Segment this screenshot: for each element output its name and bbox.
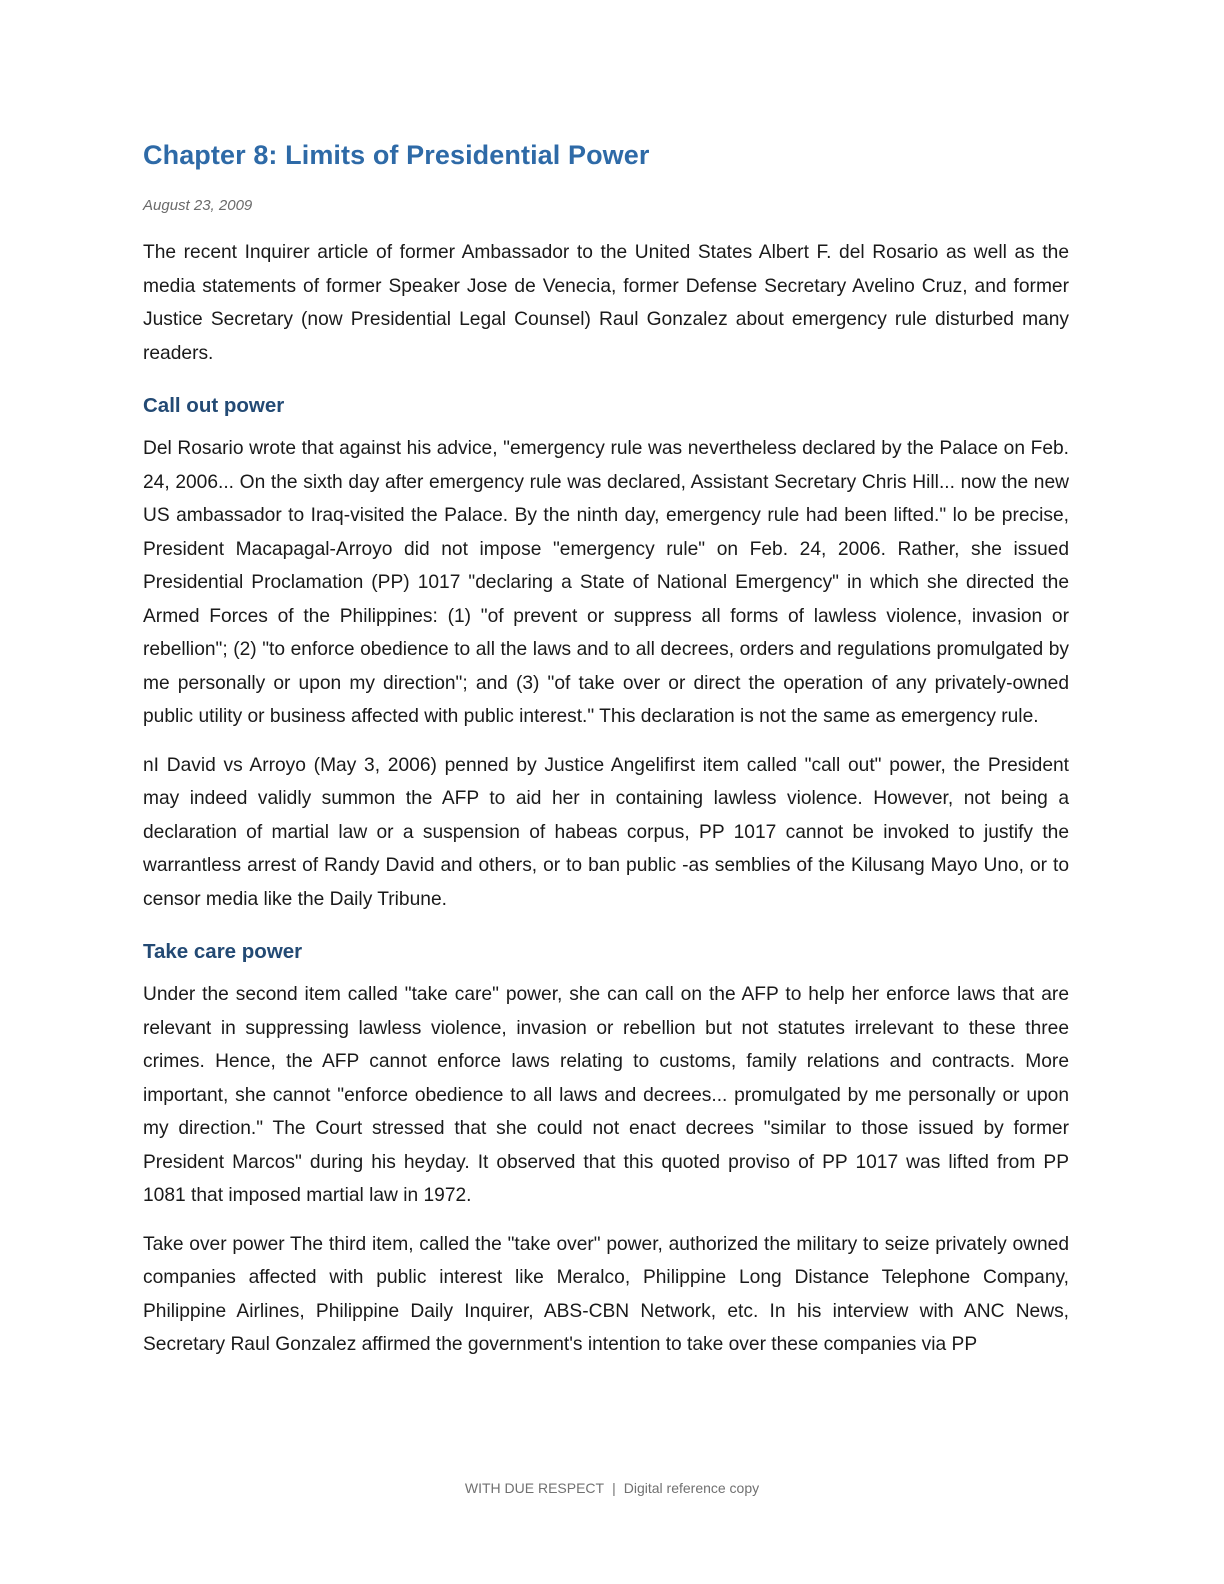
chapter-title: Chapter 8: Limits of Presidential Power bbox=[143, 140, 650, 170]
call-out-paragraph-1: Del Rosario wrote that against his advice, "emergency rule was nevertheless declared by the Palace on Feb. 24, 2006... On the sixth day after emergency rule was declared, Assistant Secretary Chris Hill... now the new US ambassador to Iraq-visited the Palace. By the ninth day, emergency rule had been lifted." lo be precise, President Macapagal-Arroyo did not impose "emergency rule" on Feb. 24, 2006. Rather, she issued Presidential Proclamation (PP) 1017 "declaring a State of National Emergency" in which she directed the Armed Forces of the Philippines: (1) "of prevent or suppress all forms of lawless violence, invasion or rebellion"; (2) "to enforce obedience to all the laws and to all decrees, orders and regulations promulgated by me personally or upon my direction"; and (3) "of take over or direct the operation of any privately-owned public utility or business affected with public interest." This declaration is not the same as emergency rule. bbox=[143, 438, 1069, 727]
footer-separator: | bbox=[612, 1480, 616, 1496]
document-page bbox=[143, 140, 1069, 1377]
footer-title: WITH DUE RESPECT bbox=[464, 1480, 605, 1496]
take-over-paragraph: Take over power The third item, called the "take over" power, authorized the military to seize privately owned companies affected with public interest like Meralco, Philippine Long Distance Telephone Company, Philippine Airlines, Philippine Daily Inquirer, ABS-CBN Network, etc. In his interview with ANC News, Secretary Raul Gonzalez affirmed the government's intention to take over these companies via PP bbox=[143, 1233, 1069, 1355]
take-care-paragraph: Under the second item called "take care" power, she can call on the AFP to help her enforce laws that are relevant in suppressing lawless violence, invasion or rebellion but not statutes irrelevant to these three crimes. Hence, the AFP cannot enforce laws relating to customs, family relations and contracts. More important, she cannot "enforce obedience to all laws and decrees... promulgated by me personally or upon my direction." The Court stressed that she could not enact decrees "similar to those issued by former President Marcos" during his heyday. It observed that this quoted proviso of PP 1017 was lifted from PP 1081 that imposed martial law in 1972. bbox=[143, 984, 1069, 1206]
intro-paragraph: The recent Inquirer article of former Ambassador to the United States Albert F. del Rosario as well as the media statements of former Speaker Jose de Venecia, former Defense Secretary Avelino Cruz, and former Justice Secretary (now Presidential Legal Counsel) Raul Gonzalez about emergency rule disturbed many readers. bbox=[143, 242, 1069, 364]
section-heading-call-out: Call out power bbox=[143, 394, 285, 417]
section-heading-take-care: Take care power bbox=[143, 940, 303, 963]
publication-date: August 23, 2009 bbox=[143, 197, 253, 214]
call-out-paragraph-2: nI David vs Arroyo (May 3, 2006) penned by Justice Angelifirst item called "call out" power, the President may indeed validly summon the AFP to aid her in containing lawless violence. However, not being a declaration of martial law or a suspension of habeas corpus, PP 1017 cannot be invoked to justify the warrantless arrest of Randy David and others, or to ban public -as semblies of the Kilusang Mayo Uno, or to censor media like the Daily Tribune. bbox=[143, 754, 1069, 910]
footer-note: Digital reference copy bbox=[623, 1480, 760, 1496]
page-footer bbox=[0, 1480, 1224, 1496]
